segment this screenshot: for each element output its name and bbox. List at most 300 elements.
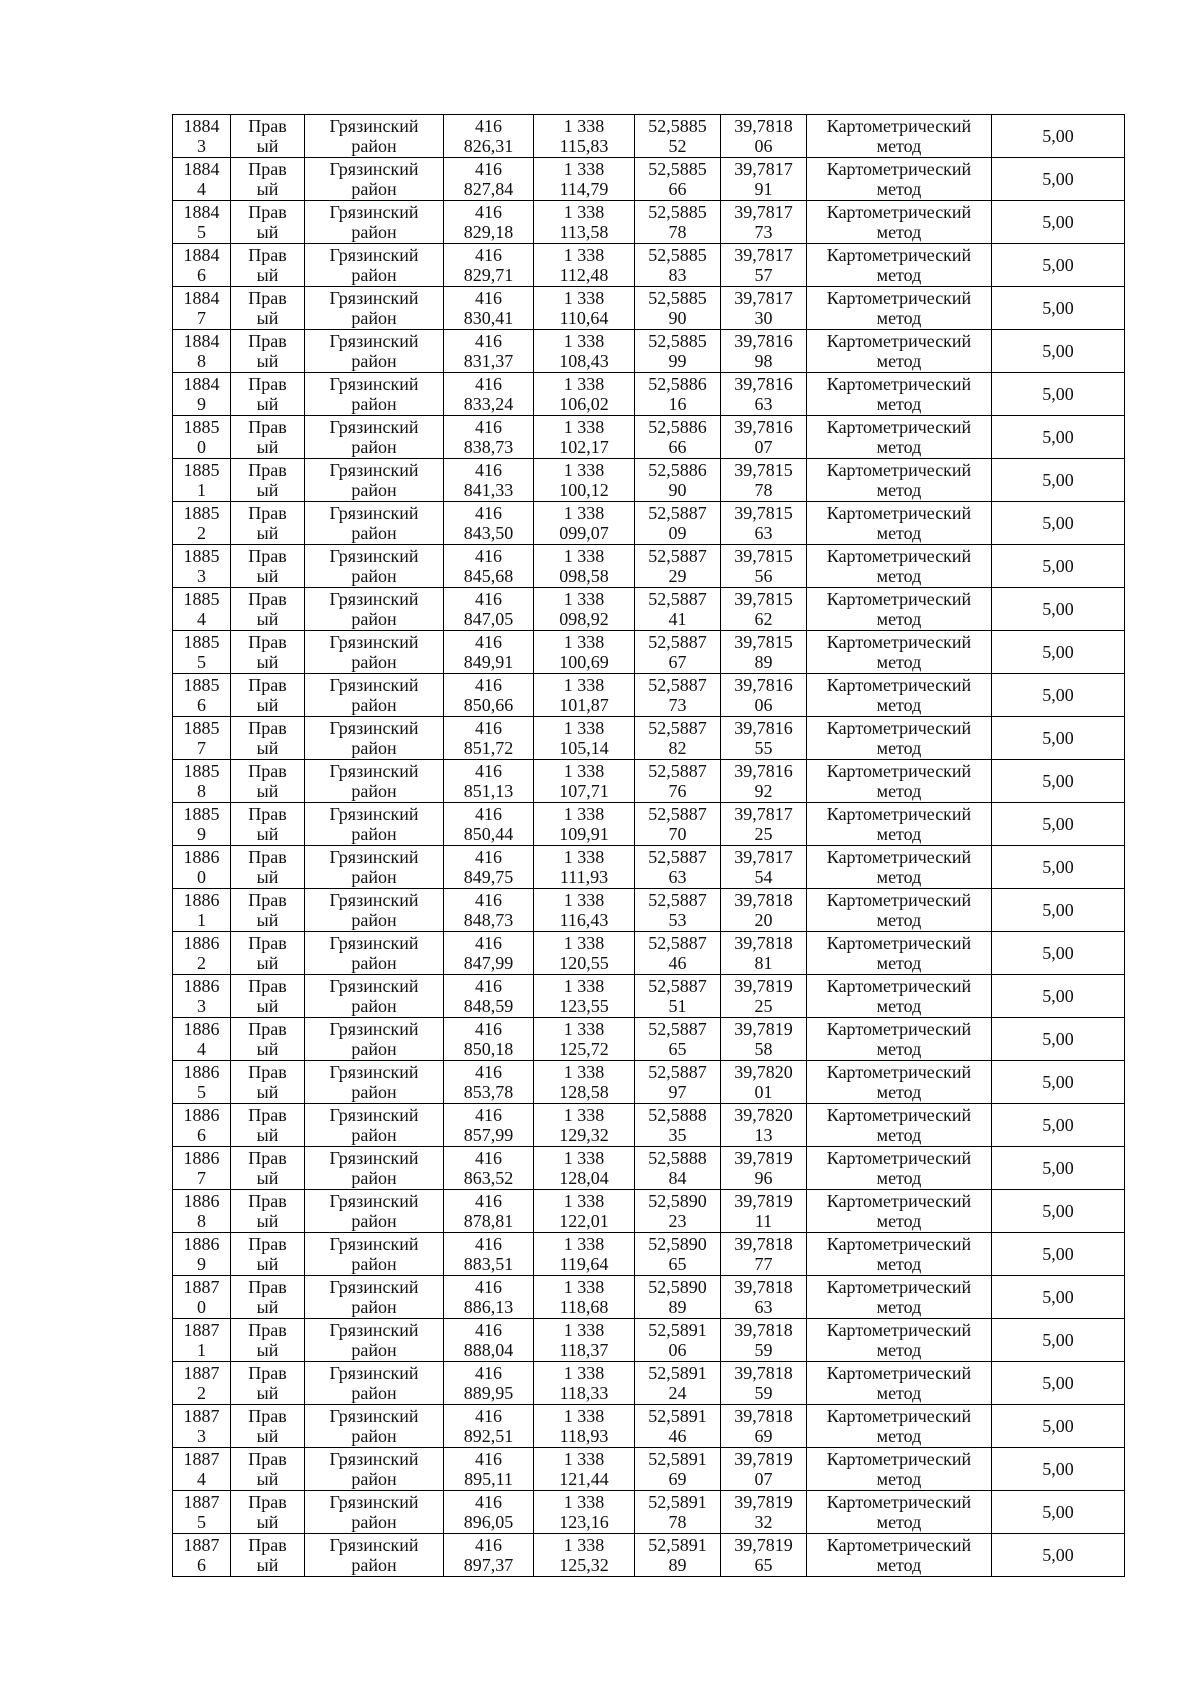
- point-number-cell: [173, 1018, 231, 1061]
- coord-y-line: 123,55: [559, 996, 609, 1016]
- table-row: [173, 1018, 1125, 1061]
- point-number-line: 7: [197, 1168, 206, 1188]
- bank-side-line: ый: [256, 1426, 279, 1446]
- coord-y-line: 1 338: [563, 761, 605, 781]
- latitude-line: 52,5891: [648, 1320, 707, 1340]
- table-row: [173, 1104, 1125, 1147]
- point-number-line: 4: [197, 179, 206, 199]
- latitude-line: 89: [668, 1297, 687, 1317]
- bank-side-line: ый: [256, 523, 279, 543]
- coord-x-line: 416: [475, 1234, 502, 1254]
- method-line: Картометрический: [826, 847, 972, 867]
- bank-side-cell: [231, 760, 305, 803]
- table-row: [173, 932, 1125, 975]
- point-number-line: 8: [197, 351, 206, 371]
- bank-side-line: Прав: [248, 202, 287, 222]
- coord-y-line: 1 338: [563, 503, 605, 523]
- method-cell: [807, 588, 992, 631]
- district-line: Грязинский: [329, 202, 419, 222]
- district-cell: [305, 1319, 444, 1362]
- bank-side-cell: [231, 975, 305, 1018]
- bank-side-line: Прав: [248, 1535, 287, 1555]
- coord-y-cell: [534, 760, 635, 803]
- coord-y-line: 105,14: [559, 738, 609, 758]
- longitude-cell: [721, 1147, 807, 1190]
- district-cell: [305, 416, 444, 459]
- district-line: Грязинский: [329, 503, 419, 523]
- latitude-cell: [635, 201, 721, 244]
- district-cell: [305, 717, 444, 760]
- longitude-line: 06: [754, 136, 773, 156]
- coord-y-line: 1 338: [563, 1019, 605, 1039]
- latitude-line: 51: [668, 996, 687, 1016]
- method-cell: [807, 330, 992, 373]
- method-line: метод: [876, 308, 922, 328]
- coord-x-cell: [444, 545, 534, 588]
- district-cell: [305, 502, 444, 545]
- district-cell: [305, 244, 444, 287]
- accuracy-cell: 5,00: [992, 1405, 1125, 1448]
- district-line: Грязинский: [329, 1062, 419, 1082]
- district-cell: [305, 674, 444, 717]
- accuracy-cell: 5,00: [992, 1190, 1125, 1233]
- coord-y-line: 112,48: [559, 265, 609, 285]
- district-cell: [305, 803, 444, 846]
- method-cell: [807, 717, 992, 760]
- coord-y-line: 1 338: [563, 202, 605, 222]
- point-number-cell: [173, 244, 231, 287]
- longitude-line: 39,7817: [734, 159, 793, 179]
- method-line: метод: [876, 1039, 922, 1059]
- coord-y-line: 100,12: [559, 480, 609, 500]
- latitude-cell: [635, 1233, 721, 1276]
- table-row: [173, 760, 1125, 803]
- accuracy-cell: 5,00: [992, 1362, 1125, 1405]
- coord-y-cell: [534, 1534, 635, 1577]
- method-cell: [807, 502, 992, 545]
- coord-y-line: 118,37: [559, 1340, 609, 1360]
- latitude-line: 82: [668, 738, 687, 758]
- longitude-line: 65: [754, 1555, 773, 1575]
- coord-x-line: 416: [475, 116, 502, 136]
- bank-side-cell: [231, 416, 305, 459]
- coord-x-line: 848,59: [463, 996, 514, 1016]
- district-line: район: [351, 179, 397, 199]
- longitude-line: 39,7815: [734, 546, 793, 566]
- longitude-line: 98: [754, 351, 773, 371]
- coord-x-line: 416: [475, 675, 502, 695]
- coord-x-line: 416: [475, 546, 502, 566]
- latitude-cell: [635, 158, 721, 201]
- method-line: Картометрический: [826, 159, 972, 179]
- method-cell: [807, 932, 992, 975]
- bank-side-line: ый: [256, 1082, 279, 1102]
- method-line: Картометрический: [826, 804, 972, 824]
- district-cell: [305, 373, 444, 416]
- coord-x-cell: [444, 1233, 534, 1276]
- method-line: метод: [876, 1469, 922, 1489]
- method-line: метод: [876, 179, 922, 199]
- table-row: [173, 1319, 1125, 1362]
- longitude-line: 07: [754, 1469, 773, 1489]
- bank-side-cell: [231, 1276, 305, 1319]
- table-row: [173, 975, 1125, 1018]
- method-cell: [807, 1405, 992, 1448]
- longitude-cell: [721, 158, 807, 201]
- method-line: Картометрический: [826, 331, 972, 351]
- latitude-line: 23: [668, 1211, 687, 1231]
- coord-y-line: 108,43: [559, 351, 609, 371]
- latitude-cell: [635, 1448, 721, 1491]
- coord-y-line: 113,58: [559, 222, 609, 242]
- longitude-cell: [721, 287, 807, 330]
- bank-side-line: ый: [256, 953, 279, 973]
- latitude-line: 52,5891: [648, 1535, 707, 1555]
- coord-x-cell: [444, 631, 534, 674]
- bank-side-cell: [231, 1104, 305, 1147]
- coord-y-cell: [534, 502, 635, 545]
- bank-side-line: Прав: [248, 1105, 287, 1125]
- latitude-cell: [635, 1061, 721, 1104]
- coord-y-line: 123,16: [559, 1512, 609, 1532]
- district-cell: [305, 287, 444, 330]
- coord-y-line: 1 338: [563, 1234, 605, 1254]
- coord-y-line: 129,32: [559, 1125, 609, 1145]
- point-number-line: 2: [197, 523, 206, 543]
- coord-x-cell: [444, 674, 534, 717]
- latitude-line: 52,5887: [648, 1062, 707, 1082]
- table-row: [173, 545, 1125, 588]
- longitude-cell: [721, 201, 807, 244]
- point-number-cell: [173, 115, 231, 158]
- method-line: метод: [876, 1426, 922, 1446]
- point-number-line: 1884: [183, 288, 220, 308]
- longitude-line: 91: [754, 179, 773, 199]
- coord-x-cell: [444, 201, 534, 244]
- coord-y-line: 1 338: [563, 1492, 605, 1512]
- longitude-line: 39,7818: [734, 1234, 793, 1254]
- bank-side-cell: [231, 1491, 305, 1534]
- coord-x-cell: [444, 1276, 534, 1319]
- coord-y-cell: [534, 846, 635, 889]
- coord-y-cell: [534, 1319, 635, 1362]
- bank-side-line: ый: [256, 695, 279, 715]
- bank-side-line: ый: [256, 1555, 279, 1575]
- latitude-line: 52,5887: [648, 1019, 707, 1039]
- longitude-line: 55: [754, 738, 773, 758]
- coord-x-line: 416: [475, 374, 502, 394]
- coord-x-cell: [444, 1061, 534, 1104]
- coord-x-line: 847,05: [463, 609, 514, 629]
- latitude-line: 52,5887: [648, 847, 707, 867]
- coord-y-line: 115,83: [559, 136, 609, 156]
- district-line: район: [351, 1383, 397, 1403]
- coord-x-line: 416: [475, 1062, 502, 1082]
- coord-y-cell: [534, 1104, 635, 1147]
- coord-x-line: 826,31: [463, 136, 514, 156]
- method-cell: [807, 889, 992, 932]
- longitude-cell: [721, 1104, 807, 1147]
- district-line: район: [351, 609, 397, 629]
- point-number-line: 1884: [183, 331, 220, 351]
- district-cell: [305, 889, 444, 932]
- district-line: Грязинский: [329, 976, 419, 996]
- bank-side-line: Прав: [248, 589, 287, 609]
- bank-side-cell: [231, 631, 305, 674]
- coord-y-line: 1 338: [563, 245, 605, 265]
- longitude-cell: [721, 631, 807, 674]
- latitude-cell: [635, 416, 721, 459]
- latitude-line: 52,5887: [648, 546, 707, 566]
- method-line: метод: [876, 1082, 922, 1102]
- coord-x-line: 830,41: [463, 308, 514, 328]
- longitude-line: 58: [754, 1039, 773, 1059]
- coord-y-line: 1 338: [563, 1320, 605, 1340]
- accuracy-cell: 5,00: [992, 545, 1125, 588]
- district-line: район: [351, 351, 397, 371]
- bank-side-line: ый: [256, 652, 279, 672]
- latitude-line: 52,5891: [648, 1406, 707, 1426]
- district-cell: [305, 1147, 444, 1190]
- longitude-line: 59: [754, 1340, 773, 1360]
- district-cell: [305, 1448, 444, 1491]
- latitude-line: 52,5885: [648, 245, 707, 265]
- longitude-line: 63: [754, 1297, 773, 1317]
- coord-y-cell: [534, 1233, 635, 1276]
- point-number-cell: [173, 588, 231, 631]
- method-line: Картометрический: [826, 718, 972, 738]
- point-number-cell: [173, 373, 231, 416]
- latitude-line: 52,5887: [648, 890, 707, 910]
- point-number-line: 1885: [183, 417, 220, 437]
- coord-x-cell: [444, 846, 534, 889]
- bank-side-line: ый: [256, 136, 279, 156]
- method-cell: [807, 1276, 992, 1319]
- district-cell: [305, 588, 444, 631]
- point-number-line: 1886: [183, 1062, 220, 1082]
- coord-x-line: 416: [475, 202, 502, 222]
- longitude-cell: [721, 760, 807, 803]
- method-line: Картометрический: [826, 1019, 972, 1039]
- table-row: [173, 1147, 1125, 1190]
- table-row: [173, 889, 1125, 932]
- coord-y-line: 128,58: [559, 1082, 609, 1102]
- longitude-line: 39,7817: [734, 288, 793, 308]
- longitude-line: 39,7816: [734, 417, 793, 437]
- accuracy-cell: 5,00: [992, 846, 1125, 889]
- coord-x-line: 416: [475, 245, 502, 265]
- point-number-line: 1: [197, 1340, 206, 1360]
- longitude-line: 63: [754, 523, 773, 543]
- bank-side-line: ый: [256, 1512, 279, 1532]
- coord-y-cell: [534, 1276, 635, 1319]
- method-cell: [807, 1190, 992, 1233]
- latitude-line: 53: [668, 910, 687, 930]
- district-line: Грязинский: [329, 288, 419, 308]
- longitude-line: 39,7819: [734, 1449, 793, 1469]
- bank-side-line: ый: [256, 265, 279, 285]
- point-number-line: 1887: [183, 1492, 220, 1512]
- coord-y-line: 1 338: [563, 933, 605, 953]
- latitude-line: 52,5885: [648, 116, 707, 136]
- latitude-line: 84: [668, 1168, 687, 1188]
- latitude-line: 52: [668, 136, 687, 156]
- point-number-cell: [173, 717, 231, 760]
- bank-side-line: Прав: [248, 460, 287, 480]
- bank-side-line: ый: [256, 1039, 279, 1059]
- point-number-line: 1885: [183, 632, 220, 652]
- coord-x-line: 886,13: [463, 1297, 514, 1317]
- latitude-line: 46: [668, 1426, 687, 1446]
- district-line: район: [351, 1426, 397, 1446]
- latitude-line: 52,5888: [648, 1105, 707, 1125]
- bank-side-line: ый: [256, 824, 279, 844]
- method-line: метод: [876, 1168, 922, 1188]
- district-cell: [305, 760, 444, 803]
- coord-y-line: 109,91: [559, 824, 609, 844]
- latitude-line: 76: [668, 781, 687, 801]
- table-row: [173, 588, 1125, 631]
- latitude-line: 52,5887: [648, 761, 707, 781]
- district-line: район: [351, 1039, 397, 1059]
- latitude-line: 52,5891: [648, 1363, 707, 1383]
- table-row: [173, 1534, 1125, 1577]
- coordinates-table: [172, 114, 1125, 1577]
- longitude-line: 39,7819: [734, 976, 793, 996]
- longitude-line: 69: [754, 1426, 773, 1446]
- district-line: район: [351, 1469, 397, 1489]
- longitude-line: 39,7817: [734, 804, 793, 824]
- coord-x-line: 416: [475, 1449, 502, 1469]
- longitude-line: 92: [754, 781, 773, 801]
- district-line: Грязинский: [329, 847, 419, 867]
- point-number-line: 1887: [183, 1449, 220, 1469]
- coord-x-line: 857,99: [463, 1125, 514, 1145]
- bank-side-cell: [231, 459, 305, 502]
- bank-side-cell: [231, 244, 305, 287]
- bank-side-line: ый: [256, 437, 279, 457]
- coord-x-cell: [444, 1190, 534, 1233]
- coord-y-line: 098,58: [559, 566, 609, 586]
- point-number-line: 1885: [183, 589, 220, 609]
- point-number-line: 6: [197, 265, 206, 285]
- coord-y-cell: [534, 1190, 635, 1233]
- coord-y-cell: [534, 1061, 635, 1104]
- coord-x-line: 883,51: [463, 1254, 514, 1274]
- district-cell: [305, 1491, 444, 1534]
- point-number-line: 6: [197, 695, 206, 715]
- point-number-line: 1885: [183, 761, 220, 781]
- coord-x-cell: [444, 373, 534, 416]
- bank-side-line: Прав: [248, 374, 287, 394]
- bank-side-cell: [231, 674, 305, 717]
- coord-x-line: 897,37: [463, 1555, 514, 1575]
- point-number-line: 1885: [183, 804, 220, 824]
- coord-x-line: 845,68: [463, 566, 514, 586]
- longitude-cell: [721, 717, 807, 760]
- method-line: Картометрический: [826, 589, 972, 609]
- method-line: Картометрический: [826, 761, 972, 781]
- point-number-line: 8: [197, 781, 206, 801]
- coord-x-cell: [444, 1104, 534, 1147]
- coord-x-line: 416: [475, 1019, 502, 1039]
- accuracy-cell: 5,00: [992, 1319, 1125, 1362]
- method-cell: [807, 760, 992, 803]
- point-number-line: 9: [197, 394, 206, 414]
- point-number-line: 0: [197, 1297, 206, 1317]
- coord-x-line: 416: [475, 1492, 502, 1512]
- district-line: район: [351, 566, 397, 586]
- table-row: [173, 1448, 1125, 1491]
- point-number-cell: [173, 889, 231, 932]
- coord-x-line: 838,73: [463, 437, 514, 457]
- district-line: Грязинский: [329, 1148, 419, 1168]
- coord-x-line: 863,52: [463, 1168, 514, 1188]
- coord-y-cell: [534, 1147, 635, 1190]
- bank-side-line: Прав: [248, 1492, 287, 1512]
- accuracy-cell: 5,00: [992, 287, 1125, 330]
- latitude-cell: [635, 330, 721, 373]
- coord-y-line: 1 338: [563, 116, 605, 136]
- longitude-line: 39,7818: [734, 890, 793, 910]
- bank-side-cell: [231, 1233, 305, 1276]
- coord-y-line: 1 338: [563, 460, 605, 480]
- coord-x-line: 416: [475, 761, 502, 781]
- table-row: [173, 1190, 1125, 1233]
- bank-side-line: ый: [256, 308, 279, 328]
- method-line: Картометрический: [826, 976, 972, 996]
- bank-side-line: Прав: [248, 1148, 287, 1168]
- longitude-cell: [721, 416, 807, 459]
- latitude-line: 52,5887: [648, 718, 707, 738]
- latitude-cell: [635, 115, 721, 158]
- district-line: район: [351, 695, 397, 715]
- coord-y-line: 1 338: [563, 1148, 605, 1168]
- method-line: Картометрический: [826, 1535, 972, 1555]
- latitude-cell: [635, 1104, 721, 1147]
- coord-x-line: 888,04: [463, 1340, 514, 1360]
- method-line: метод: [876, 910, 922, 930]
- longitude-cell: [721, 1233, 807, 1276]
- bank-side-line: ый: [256, 1125, 279, 1145]
- point-number-cell: [173, 631, 231, 674]
- point-number-line: 1884: [183, 202, 220, 222]
- table-row: [173, 1491, 1125, 1534]
- district-line: Грязинский: [329, 675, 419, 695]
- bank-side-line: Прав: [248, 1019, 287, 1039]
- bank-side-line: ый: [256, 222, 279, 242]
- longitude-cell: [721, 1534, 807, 1577]
- point-number-line: 1886: [183, 1019, 220, 1039]
- latitude-line: 52,5887: [648, 976, 707, 996]
- point-number-cell: [173, 1534, 231, 1577]
- latitude-line: 06: [668, 1340, 687, 1360]
- method-cell: [807, 545, 992, 588]
- longitude-cell: [721, 1319, 807, 1362]
- method-cell: [807, 1534, 992, 1577]
- table-row: [173, 1362, 1125, 1405]
- bank-side-line: Прав: [248, 1320, 287, 1340]
- point-number-line: 1884: [183, 116, 220, 136]
- accuracy-cell: 5,00: [992, 330, 1125, 373]
- bank-side-line: ый: [256, 480, 279, 500]
- point-number-line: 1885: [183, 546, 220, 566]
- accuracy-cell: 5,00: [992, 1233, 1125, 1276]
- longitude-line: 30: [754, 308, 773, 328]
- table-row: [173, 287, 1125, 330]
- point-number-line: 6: [197, 1555, 206, 1575]
- coord-x-line: 416: [475, 1320, 502, 1340]
